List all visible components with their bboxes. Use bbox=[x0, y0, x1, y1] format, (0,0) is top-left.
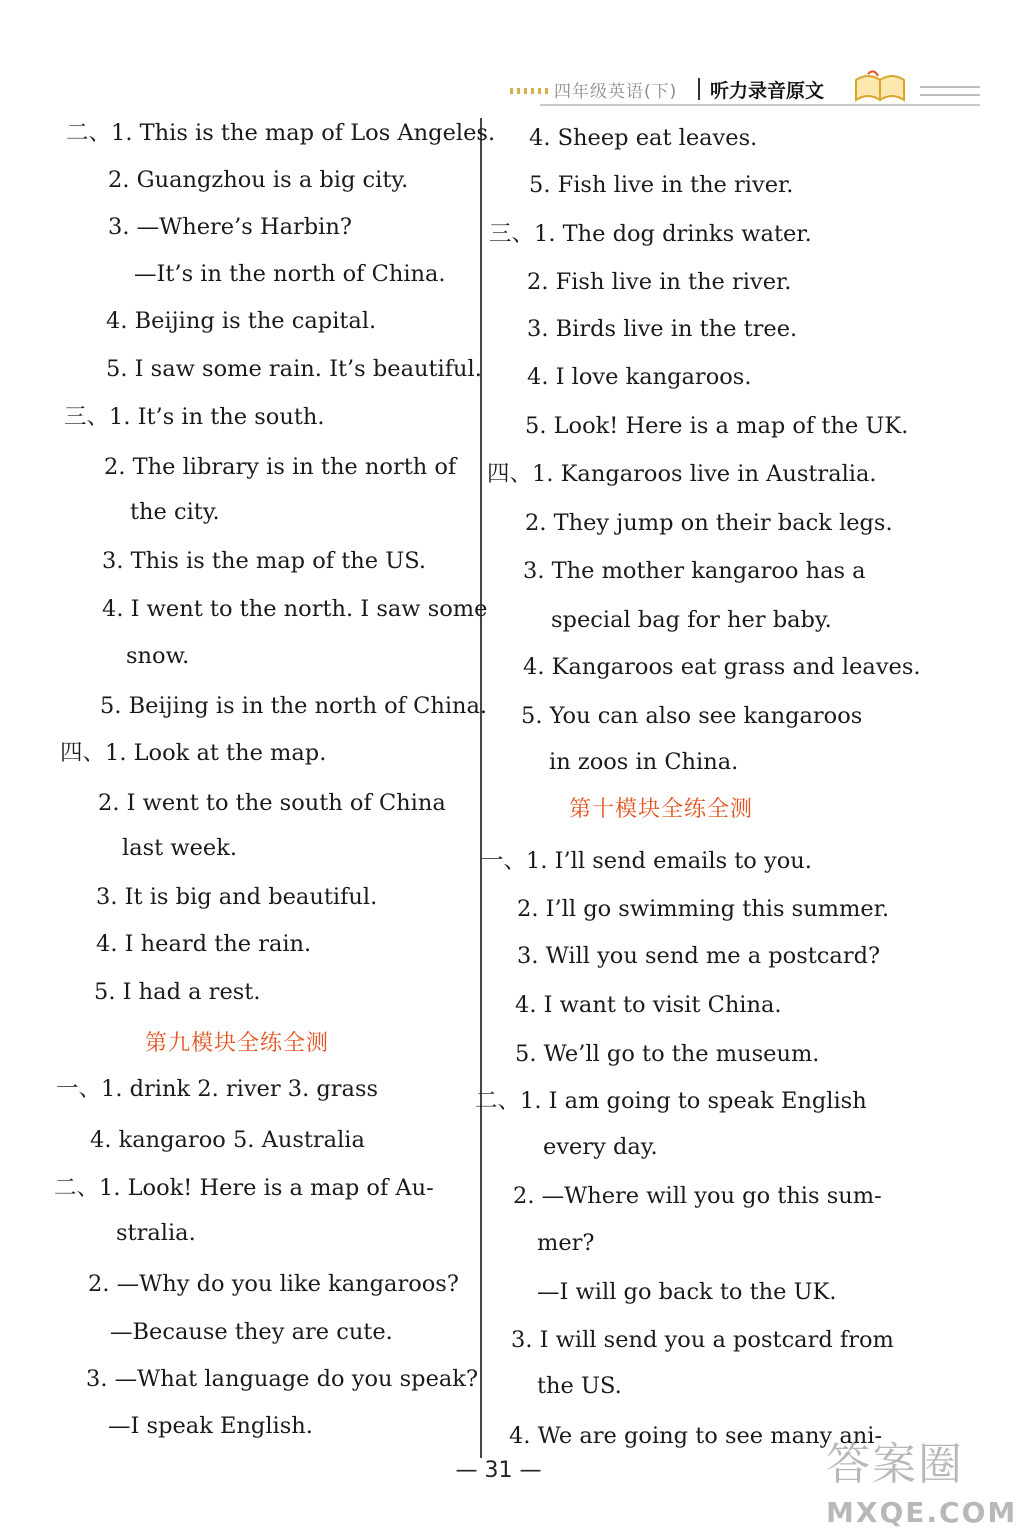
header-underline bbox=[540, 104, 980, 106]
answer-line: 3. The mother kangaroo has a bbox=[523, 558, 866, 584]
answer-line: 3. This is the map of the US. bbox=[102, 548, 426, 574]
header-lines-decoration bbox=[920, 82, 980, 102]
answer-line: 四、1. Kangaroos live in Australia. bbox=[487, 461, 877, 487]
section-heading: 第十模块全练全测 bbox=[569, 797, 754, 822]
answer-line: 一、1. I’ll send emails to you. bbox=[481, 848, 812, 874]
answer-line: 一、1. drink 2. river 3. grass bbox=[56, 1076, 379, 1102]
answer-line: —I will go back to the UK. bbox=[537, 1279, 837, 1305]
answer-line: 3. —Where’s Harbin? bbox=[108, 214, 352, 240]
answer-line: 5. Fish live in the river. bbox=[529, 172, 794, 198]
answer-line: 5. I saw some rain. It’s beautiful. bbox=[106, 356, 482, 382]
answer-line: every day. bbox=[543, 1134, 658, 1160]
answer-line: 2. —Where will you go this sum- bbox=[513, 1183, 882, 1209]
header-section-title: 听力录音原文 bbox=[710, 80, 825, 102]
answer-line: 5. I had a rest. bbox=[94, 979, 261, 1005]
answer-line: special bag for her baby. bbox=[551, 607, 832, 633]
answer-line: 3. It is big and beautiful. bbox=[96, 884, 378, 910]
answer-line: 2. I went to the south of China bbox=[98, 790, 446, 816]
answer-line: 4. I want to visit China. bbox=[515, 992, 782, 1018]
answer-line: —It’s in the north of China. bbox=[134, 261, 446, 287]
answer-line: 二、1. I am going to speak English bbox=[475, 1088, 867, 1114]
watermark-title: 答案圈 bbox=[826, 1439, 964, 1490]
answer-line: 4. I heard the rain. bbox=[96, 931, 312, 957]
answer-line: stralia. bbox=[116, 1220, 196, 1246]
answer-line: 二、1. Look! Here is a map of Au- bbox=[54, 1175, 434, 1201]
header-subject: 四年级英语(下) bbox=[554, 82, 678, 102]
answer-line: 5. You can also see kangaroos bbox=[521, 703, 863, 729]
answer-line: 2. They jump on their back legs. bbox=[525, 510, 893, 536]
answer-line: the US. bbox=[537, 1373, 622, 1399]
answer-line: —I speak English. bbox=[108, 1413, 313, 1439]
answer-line: 四、1. Look at the map. bbox=[60, 740, 327, 766]
answer-line: 2. I’ll go swimming this summer. bbox=[517, 896, 890, 922]
header-dots-decoration bbox=[510, 88, 550, 94]
answer-line: 2. —Why do you like kangaroos? bbox=[88, 1271, 459, 1297]
header-separator bbox=[698, 78, 700, 100]
answer-line: 4. Sheep eat leaves. bbox=[529, 125, 758, 151]
page-number: — 31 — bbox=[455, 1458, 542, 1483]
answer-line: 2. Guangzhou is a big city. bbox=[108, 167, 409, 193]
answer-line: snow. bbox=[126, 643, 190, 669]
section-heading: 第九模块全练全测 bbox=[145, 1031, 330, 1056]
answer-line: last week. bbox=[122, 835, 238, 861]
answer-line: 3. Birds live in the tree. bbox=[527, 316, 798, 342]
answer-line: 二、1. This is the map of Los Angeles. bbox=[66, 120, 496, 146]
answer-line: 4. Beijing is the capital. bbox=[106, 308, 377, 334]
answer-line: 5. We’ll go to the museum. bbox=[515, 1041, 820, 1067]
column-divider bbox=[480, 118, 482, 1458]
answer-line: 4. I went to the north. I saw some bbox=[102, 596, 488, 622]
watermark-url: MXQE.COM bbox=[826, 1496, 1017, 1529]
answer-line: mer? bbox=[537, 1230, 595, 1256]
answer-line: 3. Will you send me a postcard? bbox=[517, 943, 881, 969]
answer-line: 3. —What language do you speak? bbox=[86, 1366, 479, 1392]
answer-line: 4. kangaroo 5. Australia bbox=[90, 1127, 365, 1153]
answer-line: 三、1. It’s in the south. bbox=[64, 404, 325, 430]
answer-line: 5. Beijing is in the north of China. bbox=[100, 693, 488, 719]
answer-line: 3. I will send you a postcard from bbox=[511, 1327, 894, 1353]
open-book-icon bbox=[850, 70, 910, 106]
answer-line: 4. Kangaroos eat grass and leaves. bbox=[523, 654, 921, 680]
watermark bbox=[818, 1428, 1017, 1532]
running-header bbox=[510, 74, 980, 110]
answer-line: the city. bbox=[130, 499, 220, 525]
answer-line: 4. I love kangaroos. bbox=[527, 364, 752, 390]
answer-line: 2. Fish live in the river. bbox=[527, 269, 792, 295]
answer-line: 4. We are going to see many ani- bbox=[509, 1423, 883, 1449]
answer-line: 5. Look! Here is a map of the UK. bbox=[525, 413, 909, 439]
answer-line: —Because they are cute. bbox=[110, 1319, 393, 1345]
answer-line: in zoos in China. bbox=[549, 749, 739, 775]
answer-line: 2. The library is in the north of bbox=[104, 454, 457, 480]
answer-line: 三、1. The dog drinks water. bbox=[489, 221, 812, 247]
